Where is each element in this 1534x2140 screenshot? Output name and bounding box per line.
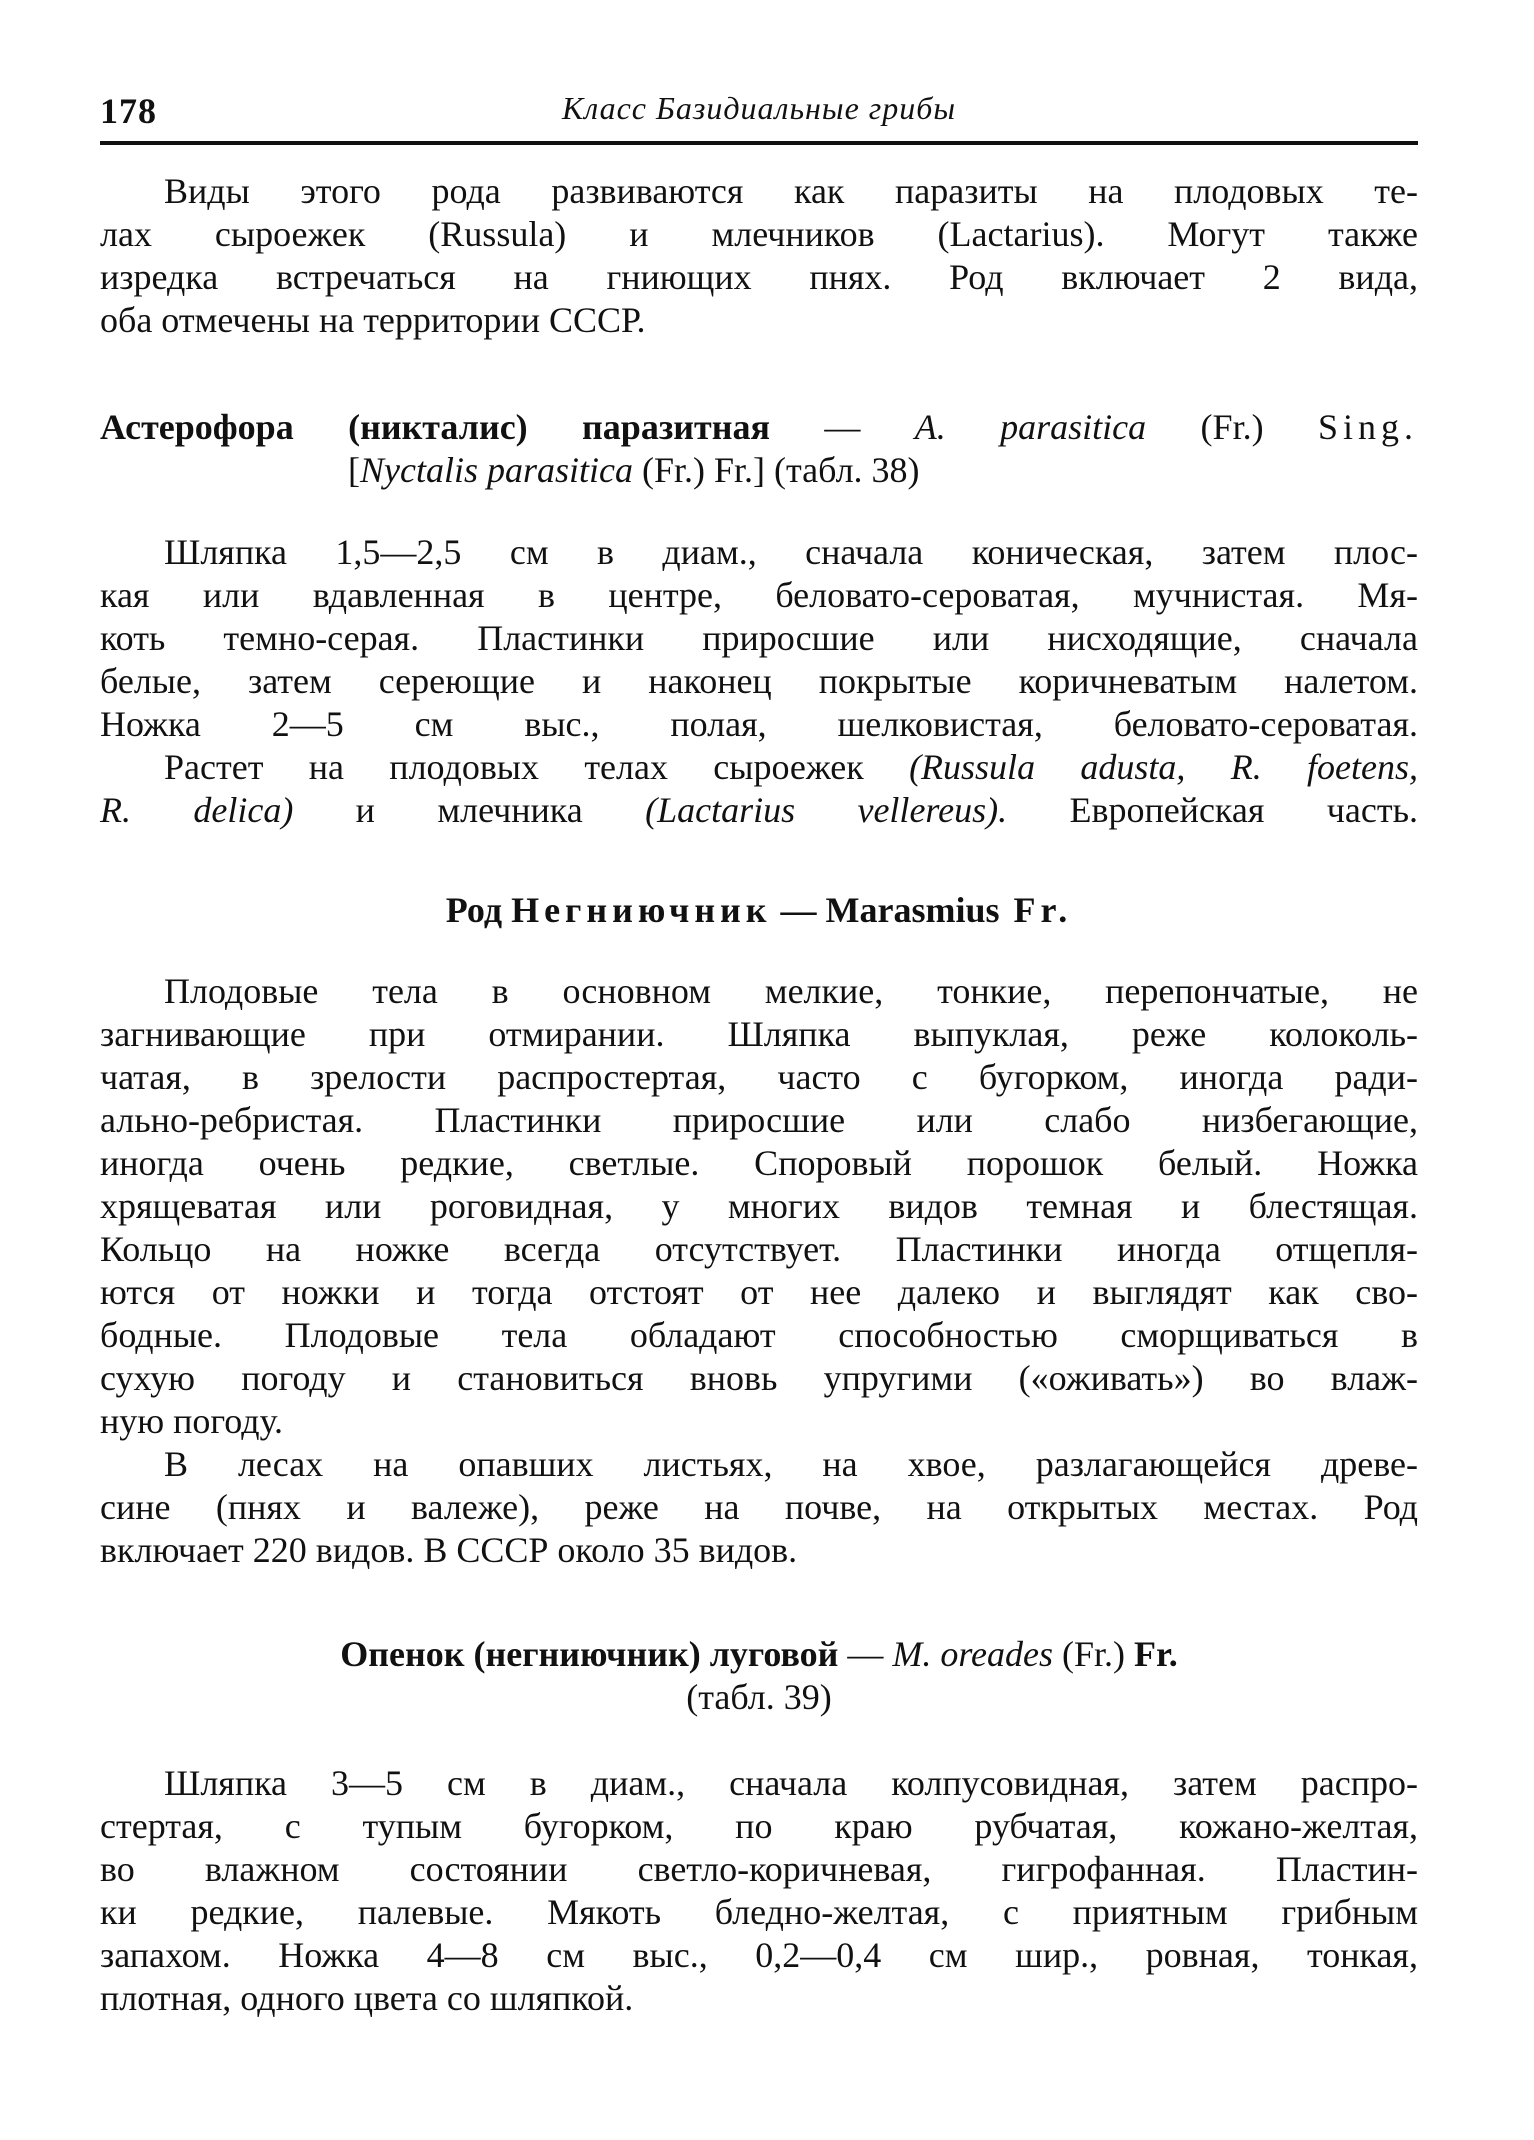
text-line: плотная, одного цвета со шляпкой. [100,1978,634,2018]
species-heading-asterophora [100,405,1418,491]
heading-line: Опенок (негниючник) луговой — M. oreades (Fr.) Fr. [340,1634,1178,1674]
text-line: бодные. Плодовые тела обладают способностью сморщиваться в [100,1315,1418,1355]
intro-paragraph [100,170,1418,342]
heading-line: Род Негниючник — Marasmius Fr. [445,890,1073,930]
page-number: 178 [100,91,157,131]
running-title: Класс Базидиальные грибы [561,90,957,126]
text-line: ально-ребристая. Пластинки приросшие или слабо низбегающие, [100,1100,1418,1140]
text-line: Кольцо на ножке всегда отсутствует. Пластинки иногда отщепля- [100,1229,1418,1269]
species-description [100,531,1418,832]
page-header [100,90,1418,132]
text-line: чатая, в зрелости распростертая, часто с бугорком, иногда ради- [100,1057,1418,1097]
text-line: хрящеватая или роговидная, у многих видов темная и блестящая. [100,1186,1418,1226]
habitat-line: Растет на плодовых телах сыроежек (Russula adusta, R. foetens, [164,747,1418,787]
genus-description [100,970,1418,1572]
genus-heading-marasmius [100,888,1418,931]
text-line: сухую погоду и становиться вновь упругими («оживать») во влаж- [100,1358,1418,1398]
text-line: Виды этого рода развиваются как паразиты на плодовых те- [164,171,1418,211]
text-line: сине (пнях и валеже), реже на почве, на открытых местах. Род [100,1487,1418,1527]
text-line: стертая, с тупым бугорком, по краю рубчатая, кожано-желтая, [100,1806,1418,1846]
text-line: запахом. Ножка 4—8 см выс., 0,2—0,4 см шир., ровная, тонкая, [100,1935,1418,1975]
text-line: ются от ножки и тогда отстоят от нее далеко и выглядят как сво- [100,1272,1418,1312]
text-line: Ножка 2—5 см выс., полая, шелковистая, беловато-сероватая. [100,704,1418,744]
text-line: загнивающие при отмирании. Шляпка выпуклая, реже колоколь- [100,1014,1418,1054]
text-line: кая или вдавленная в центре, беловато-сероватая, мучнистая. Мя- [100,575,1418,615]
text-line: включает 220 видов. В СССР около 35 видов. [100,1530,798,1570]
species-description [100,1762,1418,2020]
text-line: коть темно-серая. Пластинки приросшие или нисходящие, сначала [100,618,1418,658]
text-line: во влажном состоянии светло-коричневая, гигрофанная. Пластин- [100,1849,1418,1889]
heading-line: (табл. 39) [686,1677,832,1717]
habitat-line: R. delica) и млечника (Lactarius vellereus). Европейская часть. [100,790,1418,830]
text-line: Плодовые тела в основном мелкие, тонкие, перепончатые, не [164,971,1418,1011]
text-line: оба отмечены на территории СССР. [100,300,646,340]
text-line: Шляпка 1,5—2,5 см в диам., сначала коническая, затем плос- [164,532,1418,572]
text-line: лах сыроежек (Russula) и млечников (Lactarius). Могут также [100,214,1418,254]
heading-line: Астерофора (никталис) паразитная — A. parasitica (Fr.) Sing. [100,407,1418,447]
text-line: изредка встречаться на гниющих пнях. Род включает 2 вида, [100,257,1418,297]
heading-line: [Nyctalis parasitica (Fr.) Fr.] (табл. 38) [348,450,920,490]
text-line: Шляпка 3—5 см в диам., сначала колпусовидная, затем распро- [164,1763,1418,1803]
text-line: В лесах на опавших листьях, на хвое, разлагающейся древе- [164,1444,1418,1484]
header-rule [100,141,1418,145]
text-line: белые, затем сереющие и наконец покрытые коричневатым налетом. [100,661,1418,701]
text-line: иногда очень редкие, светлые. Споровый порошок белый. Ножка [100,1143,1418,1183]
text-line: ную погоду. [100,1401,283,1441]
species-heading-oreades [100,1632,1418,1718]
text-line: ки редкие, палевые. Мякоть бледно-желтая, с приятным грибным [100,1892,1418,1932]
